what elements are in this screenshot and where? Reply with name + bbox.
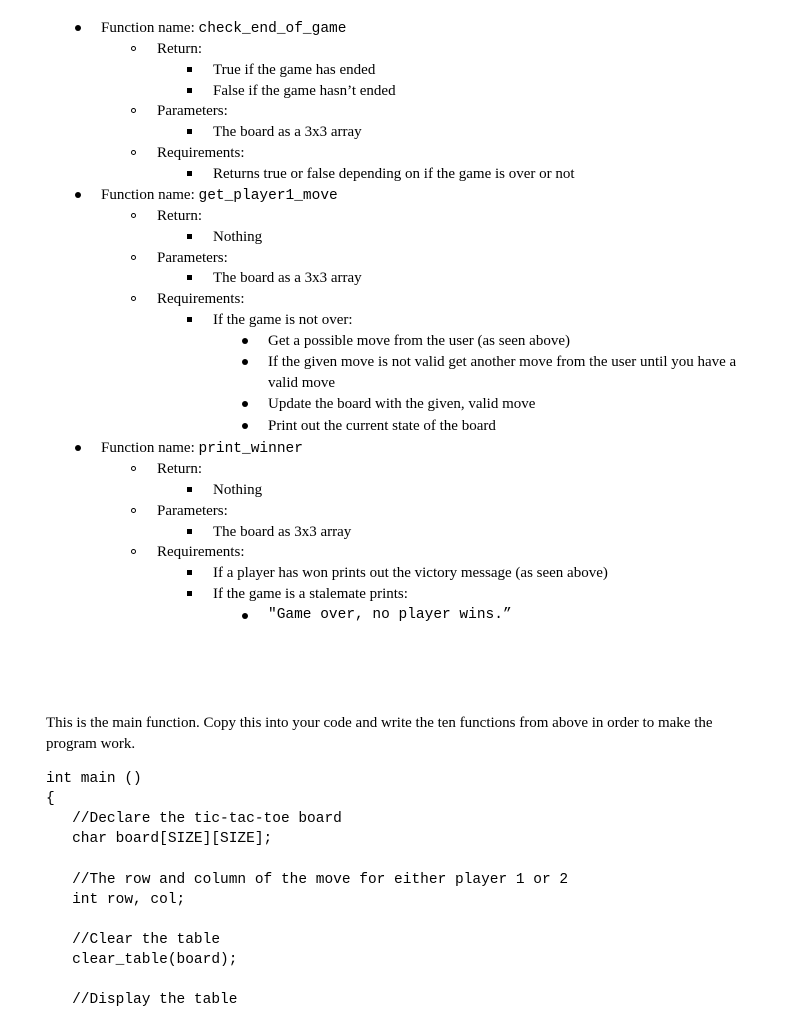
code-line: //Clear the table (46, 932, 221, 948)
return-item: False if the game hasn’t ended (213, 83, 396, 99)
bullet-circle-icon (131, 255, 136, 260)
return-label: Return: (157, 461, 202, 477)
function-label: Function name: (101, 20, 199, 36)
parameters-label: Parameters: (157, 250, 228, 266)
sub-requirement-item: Get a possible move from the user (as seen above) (268, 333, 570, 349)
requirement-item: Returns true or false depending on if the game is over or not (213, 166, 575, 182)
intro-line: program work. (46, 736, 136, 752)
bullet-disc-icon (242, 423, 248, 429)
bullet-circle-icon (131, 508, 136, 513)
bullet-square-icon (187, 171, 192, 176)
code-line: int main () (46, 771, 142, 787)
bullet-square-icon (187, 129, 192, 134)
bullet-circle-icon (131, 150, 136, 155)
return-item: True if the game has ended (213, 62, 376, 78)
function-heading (101, 18, 346, 38)
code-line: { (46, 791, 55, 807)
bullet-square-icon (187, 317, 192, 322)
return-label: Return: (157, 208, 202, 224)
function-name: get_player1_move (198, 188, 338, 204)
code-line: //Display the table (46, 992, 238, 1008)
bullet-square-icon (187, 487, 192, 492)
sub-requirement-item: Print out the current state of the board (268, 418, 496, 434)
bullet-square-icon (187, 275, 192, 280)
bullet-disc-icon (242, 359, 248, 365)
bullet-disc-icon (242, 401, 248, 407)
bullet-square-icon (187, 234, 192, 239)
code-line: int row, col; (46, 892, 186, 908)
code-line: clear_table(board); (46, 952, 238, 968)
parameters-label: Parameters: (157, 103, 228, 119)
requirement-item: If the game is not over: (213, 312, 353, 328)
requirement-item: If a player has won prints out the victory message (as seen above) (213, 565, 608, 581)
parameter-item: The board as a 3x3 array (213, 270, 362, 286)
bullet-square-icon (187, 591, 192, 596)
stalemate-message: "Game over, no player wins.” (268, 607, 512, 623)
bullet-disc-icon (75, 25, 81, 31)
bullet-disc-icon (242, 613, 248, 619)
function-name: check_end_of_game (198, 21, 347, 37)
bullet-disc-icon (242, 338, 248, 344)
bullet-circle-icon (131, 108, 136, 113)
intro-line: This is the main function. Copy this into your code and write the ten functions from above in order to make the (46, 715, 713, 731)
function-heading (101, 438, 303, 458)
bullet-circle-icon (131, 46, 136, 51)
requirement-item: If the game is a stalemate prints: (213, 586, 408, 602)
return-item: Nothing (213, 482, 263, 498)
function-label: Function name: (101, 187, 199, 203)
parameter-item: The board as 3x3 array (213, 524, 352, 540)
sub-requirement-item: Update the board with the given, valid move (268, 396, 536, 412)
bullet-square-icon (187, 529, 192, 534)
parameters-label: Parameters: (157, 503, 228, 519)
sub-requirement-item: If the given move is not valid get another move from the user until you have a (268, 354, 737, 370)
requirements-label: Requirements: (157, 544, 245, 560)
bullet-disc-icon (75, 445, 81, 451)
bullet-square-icon (187, 67, 192, 72)
bullet-square-icon (187, 570, 192, 575)
requirements-label: Requirements: (157, 291, 245, 307)
return-label: Return: (157, 41, 202, 57)
code-line: //Declare the tic-tac-toe board (46, 811, 342, 827)
function-heading (101, 185, 338, 205)
function-label: Function name: (101, 440, 199, 456)
function-name: print_winner (198, 441, 303, 457)
bullet-circle-icon (131, 549, 136, 554)
bullet-circle-icon (131, 466, 136, 471)
bullet-circle-icon (131, 296, 136, 301)
bullet-disc-icon (75, 192, 81, 198)
code-line: //The row and column of the move for either player 1 or 2 (46, 872, 569, 888)
sub-requirement-continuation: valid move (268, 375, 336, 391)
bullet-circle-icon (131, 213, 136, 218)
code-line: char board[SIZE][SIZE]; (46, 831, 273, 847)
requirements-label: Requirements: (157, 145, 245, 161)
return-item: Nothing (213, 229, 263, 245)
bullet-square-icon (187, 88, 192, 93)
parameter-item: The board as a 3x3 array (213, 124, 362, 140)
